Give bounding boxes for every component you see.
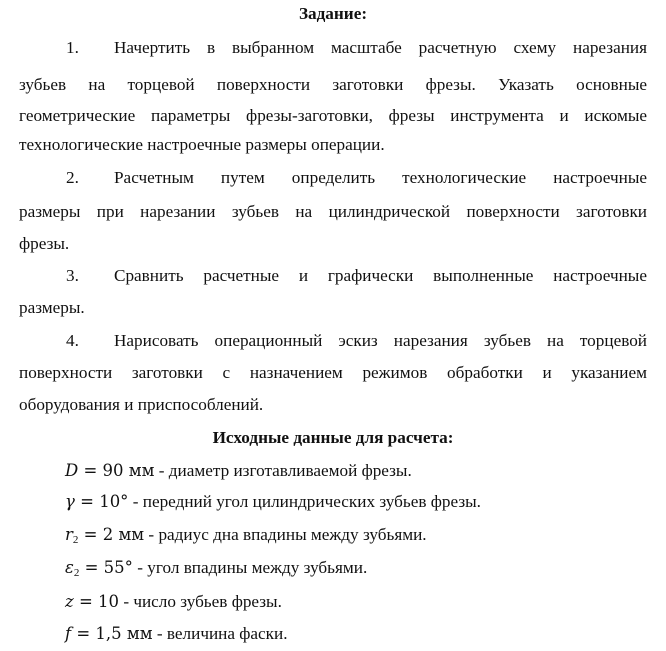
param-rake-angle-value: = 10° <box>74 492 129 511</box>
task-3-text-1: Сравнить расчетные и графически выполненные настроечные <box>114 266 647 285</box>
task-2-line-1 <box>19 167 647 189</box>
param-root-radius-sub: 2 <box>72 534 79 546</box>
task-1-line-3: геометрические параметры фрезы-заготовки, фрезы инструмента и искомые <box>19 106 647 125</box>
param-gullet-angle-desc: - угол впадины между зубьями. <box>132 558 368 577</box>
task-4-text-1: Нарисовать операционный эскиз нарезания зубьев на торцевой <box>114 331 647 350</box>
param-diameter-desc: - диаметр изготавливаемой фрезы. <box>154 461 412 480</box>
param-root-radius <box>65 524 427 546</box>
task-1-text-1: Начертить в выбранном масштабе расчетную схему нарезания <box>114 38 647 57</box>
task-3-line-2: размеры. <box>19 298 85 317</box>
param-gullet-angle <box>65 557 367 579</box>
task-1-line-2: зубьев на торцевой поверхности заготовки фрезы. Указать основные <box>19 75 647 94</box>
param-chamfer <box>65 623 288 645</box>
task-1-number: 1. <box>66 38 79 57</box>
task-4-line-1 <box>19 330 647 352</box>
param-root-radius-symbol: r <box>65 525 73 544</box>
param-rake-angle-desc: - передний угол цилиндрических зубьев фрезы. <box>128 492 481 511</box>
param-rake-angle <box>65 491 481 513</box>
task-2-text-1: Расчетным путем определить технологические настроечные <box>114 168 647 187</box>
param-teeth-count-symbol: z <box>65 592 74 611</box>
input-data-heading: Исходные данные для расчета: <box>212 428 454 447</box>
task-1-line-1 <box>19 37 647 59</box>
param-gullet-angle-symbol: ε <box>65 558 74 577</box>
param-diameter <box>65 460 412 482</box>
task-3-line-1 <box>19 265 647 287</box>
param-root-radius-desc: - радиус дна впадины между зубьями. <box>144 525 427 544</box>
task-2-line-3: фрезы. <box>19 234 70 253</box>
task-title: Задание: <box>298 4 368 23</box>
param-rake-angle-symbol: γ <box>65 492 75 511</box>
task-3-number: 3. <box>66 266 79 285</box>
param-root-radius-value: = 2 мм <box>78 525 145 544</box>
param-chamfer-desc: - величина фаски. <box>152 624 288 643</box>
task-4-line-2: поверхности заготовки с назначением режимов обработки и указанием <box>19 363 647 382</box>
param-diameter-symbol: D <box>65 461 79 480</box>
task-4-line-3: оборудования и приспособлений. <box>19 395 264 414</box>
param-teeth-count-desc: - число зубьев фрезы. <box>119 592 282 611</box>
task-4-number: 4. <box>66 331 79 350</box>
param-chamfer-value: = 1,5 мм <box>71 624 153 643</box>
task-2-line-2: размеры при нарезании зубьев на цилиндрической поверхности заготовки <box>19 202 647 221</box>
task-2-number: 2. <box>66 168 79 187</box>
param-gullet-angle-sub: 2 <box>73 567 80 579</box>
param-diameter-value: = 90 мм <box>78 461 155 480</box>
param-gullet-angle-value: = 55° <box>79 558 133 577</box>
task-1-line-4: технологические настроечные размеры операции. <box>19 135 385 154</box>
param-teeth-count <box>65 591 282 613</box>
param-chamfer-symbol: f <box>65 624 72 643</box>
param-teeth-count-value: = 10 <box>73 592 120 611</box>
